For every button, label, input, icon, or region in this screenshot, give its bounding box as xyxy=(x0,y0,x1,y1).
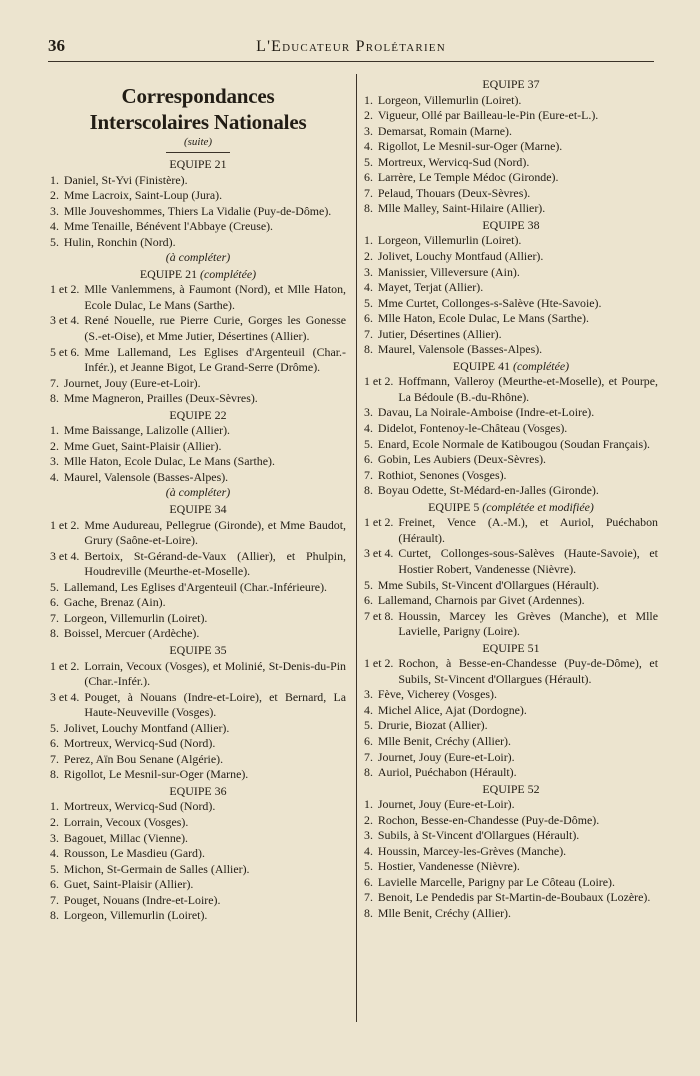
entry-number: 6. xyxy=(50,595,59,610)
entry-text: Didelot, Fontenoy-le-Château (Vosges). xyxy=(377,421,568,436)
list-item xyxy=(364,546,658,577)
entry-number: 5. xyxy=(364,295,373,310)
list-item xyxy=(50,736,346,752)
entry-text: Journet, Jouy (Eure-et-Loir). xyxy=(377,749,515,764)
entry-number: 1 et 2. xyxy=(50,658,80,673)
entry-number: 8. xyxy=(364,765,373,780)
entry-text: Mortreux, Wervicq-Sud (Nord). xyxy=(63,799,216,814)
list-item xyxy=(50,767,346,783)
list-item xyxy=(364,374,658,405)
entry-text: Subils, à St-Vincent d'Ollargues (Hérault). xyxy=(377,828,580,843)
list-item xyxy=(50,235,346,251)
entry-text: Mlle Haton, Ecole Dulac, Le Mans (Sarthe). xyxy=(63,454,275,469)
team-title xyxy=(50,643,346,659)
list-item xyxy=(50,611,346,627)
entry-number: 5. xyxy=(50,234,59,249)
list-item xyxy=(364,703,658,719)
entry-text: Lorgeon, Villemurlin (Loiret). xyxy=(377,92,522,107)
entry-number: 8. xyxy=(50,767,59,782)
team-section xyxy=(50,157,346,266)
entry-text: Rigollot, Le Mesnil-sur-Oger (Marne). xyxy=(377,139,563,154)
team-title xyxy=(364,641,658,657)
entry-text: Bertoix, St-Gérand-de-Vaux (Allier), et Phulpin, Houdreville (Meurthe-et-Moselle). xyxy=(84,548,346,579)
entry-text: Rochon, Besse-en-Chandesse (Puy-de-Dôme). xyxy=(377,812,600,827)
entry-number: 5. xyxy=(364,154,373,169)
entry-text: Bagouet, Millac (Vienne). xyxy=(63,830,189,845)
entry-text: Benoit, Le Pendedis par St-Martin-de-Boubaux (Lozère). xyxy=(377,890,651,905)
entry-text: Gobin, Les Aubiers (Deux-Sèvres). xyxy=(377,452,547,467)
entry-text: Mortreux, Wervicq-Sud (Nord). xyxy=(377,154,530,169)
list-item xyxy=(50,282,346,313)
team-section xyxy=(364,641,658,781)
entry-text: Michon, St-Germain de Salles (Allier). xyxy=(63,861,250,876)
team-title-text: EQUIPE 21 xyxy=(169,157,227,171)
entry-text: Hostier, Vandenesse (Nièvre). xyxy=(377,859,520,874)
entry-number: 8. xyxy=(50,908,59,923)
entry-number: 4. xyxy=(364,139,373,154)
entry-text: Rousson, Le Masdieu (Gard). xyxy=(63,846,205,861)
entry-text: Lorrain, Vecoux (Vosges), et Molinié, St-Denis-du-Pin (Char.-Infér.). xyxy=(84,658,346,689)
list-item xyxy=(364,609,658,640)
left-team-list xyxy=(50,157,346,924)
team-title-text: EQUIPE 5 xyxy=(428,499,480,514)
entry-number: 8. xyxy=(364,483,373,498)
entry-text: Lorgeon, Villemurlin (Loiret). xyxy=(377,233,522,248)
list-item xyxy=(50,313,346,344)
entry-number: 1. xyxy=(50,423,59,438)
entry-text: Mayet, Terjat (Allier). xyxy=(377,280,484,295)
entry-text: Hoffmann, Valleroy (Meurthe-et-Moselle), et Pourpe, La Bédoule (B.-du-Rhône). xyxy=(398,374,658,404)
entry-text: Manissier, Villeversure (Ain). xyxy=(377,264,520,279)
entry-number: 2. xyxy=(364,108,373,123)
entry-text: Mme Lallemand, Les Eglises d'Argenteuil (Char.-Infér.), et Jeanne Bigot, Le Grand-Serre (Drôme). xyxy=(84,344,346,375)
entry-number: 1. xyxy=(364,92,373,107)
entry-text: Mme Tenaille, Bénévent l'Abbaye (Creuse). xyxy=(63,219,274,234)
team-title xyxy=(364,359,658,375)
list-item xyxy=(364,875,658,891)
team-title-text: EQUIPE 37 xyxy=(482,77,540,91)
list-item xyxy=(364,483,658,499)
entry-text: Gache, Brenaz (Ain). xyxy=(63,595,166,610)
list-item xyxy=(364,734,658,750)
team-section xyxy=(50,408,346,501)
entry-number: 1 et 2. xyxy=(364,656,394,671)
entry-text: Houssin, Marcey-les-Grèves (Manche). xyxy=(377,843,567,858)
entry-number: 4. xyxy=(50,219,59,234)
list-item xyxy=(364,859,658,875)
list-item xyxy=(364,578,658,594)
list-item xyxy=(50,173,346,189)
entry-number: 6. xyxy=(50,877,59,892)
entry-number: 7. xyxy=(50,375,59,390)
list-item xyxy=(50,752,346,768)
list-item xyxy=(364,249,658,265)
entry-number: 1 et 2. xyxy=(364,374,394,389)
list-item xyxy=(364,906,658,922)
list-item xyxy=(50,815,346,831)
list-item xyxy=(364,828,658,844)
team-title-text: EQUIPE 21 xyxy=(139,266,198,281)
list-item xyxy=(50,391,346,407)
list-item xyxy=(50,659,346,690)
entry-text: Boyau Odette, St-Médard-en-Jalles (Gironde). xyxy=(377,483,599,498)
entry-number: 6. xyxy=(50,736,59,751)
entry-text: Pouget, à Nouans (Indre-et-Loire), et Bernard, La Haute-Neuveville (Vosges). xyxy=(84,689,346,720)
team-title xyxy=(50,502,346,518)
entry-text: Hulin, Ronchin (Nord). xyxy=(63,234,176,249)
entry-number: 8. xyxy=(50,626,59,641)
list-item xyxy=(364,797,658,813)
entry-number: 1 et 2. xyxy=(50,282,80,297)
team-title-text: EQUIPE 41 xyxy=(452,358,511,373)
list-item xyxy=(50,439,346,455)
entry-text: Journet, Jouy (Eure-et-Loir). xyxy=(377,797,515,812)
entry-text: Maurel, Valensole (Basses-Alpes). xyxy=(63,469,229,484)
list-item xyxy=(364,108,658,124)
list-item xyxy=(50,626,346,642)
entry-number: 2. xyxy=(364,249,373,264)
entry-number: 7. xyxy=(364,890,373,905)
team-title-text: EQUIPE 52 xyxy=(482,781,540,796)
entry-text: Pouget, Nouans (Indre-et-Loire). xyxy=(63,892,221,907)
list-item xyxy=(50,549,346,580)
list-item xyxy=(50,518,346,549)
list-item xyxy=(50,345,346,376)
entry-number: 5. xyxy=(364,859,373,874)
list-item xyxy=(364,437,658,453)
list-item xyxy=(50,908,346,924)
list-item xyxy=(364,765,658,781)
team-title-text: EQUIPE 34 xyxy=(169,502,227,517)
list-item xyxy=(364,280,658,296)
team-title xyxy=(50,408,346,424)
entry-text: Drurie, Biozat (Allier). xyxy=(377,718,488,733)
entry-text: Journet, Jouy (Eure-et-Loir). xyxy=(63,375,201,390)
entry-number: 4. xyxy=(50,469,59,484)
entry-number: 1 et 2. xyxy=(364,515,394,530)
article-title-line2: Interscolaires Nationales xyxy=(89,110,307,134)
team-note: (à compléter) xyxy=(165,250,231,265)
entry-text: Mortreux, Wervicq-Sud (Nord). xyxy=(63,736,216,751)
list-item xyxy=(364,813,658,829)
entry-text: Lavielle Marcelle, Parigny par Le Côteau (Loire). xyxy=(377,874,615,889)
list-item xyxy=(50,799,346,815)
list-item xyxy=(364,405,658,421)
team-section xyxy=(364,782,658,922)
entry-text: Mlle Malley, Saint-Hilaire (Allier). xyxy=(377,201,546,216)
entry-text: Rigollot, Le Mesnil-sur-Oger (Marne). xyxy=(63,767,249,782)
entry-number: 2. xyxy=(364,812,373,827)
entry-number: 4. xyxy=(364,280,373,295)
column-divider xyxy=(356,74,357,1022)
list-item xyxy=(364,327,658,343)
entry-text: Mlle Benit, Créchy (Allier). xyxy=(377,905,511,920)
entry-number: 7. xyxy=(364,749,373,764)
list-item xyxy=(364,468,658,484)
entry-number: 3. xyxy=(364,687,373,702)
entry-number: 6. xyxy=(364,311,373,326)
entry-text: Guet, Saint-Plaisir (Allier). xyxy=(63,877,194,892)
team-section xyxy=(50,267,346,407)
team-section xyxy=(364,218,658,358)
entry-text: Lorgeon, Villemurlin (Loiret). xyxy=(63,908,208,923)
entry-text: Boissel, Mercuer (Ardèche). xyxy=(63,626,200,641)
team-title xyxy=(50,267,346,283)
list-item xyxy=(50,219,346,235)
entry-number: 5. xyxy=(50,579,59,594)
entry-text: Freinet, Vence (A.-M.), et Auriol, Puéchabon (Hérault). xyxy=(398,515,658,545)
entry-number: 3. xyxy=(364,264,373,279)
entry-text: Davau, La Noirale-Amboise (Indre-et-Loire). xyxy=(377,405,595,420)
right-team-list xyxy=(364,77,658,922)
article-title-line1: Correspondances xyxy=(121,84,275,108)
team-title xyxy=(50,157,346,173)
entry-text: Mme Audureau, Pellegrue (Gironde), et Mme Baudot, Grury (Saône-et-Loire). xyxy=(84,517,346,548)
entry-number: 3 et 4. xyxy=(50,548,80,563)
list-item xyxy=(364,265,658,281)
journal-title: L'Educateur Prolétarien xyxy=(256,38,446,55)
entry-number: 1 et 2. xyxy=(50,517,80,532)
entry-text: Lallemand, Charnois par Givet (Ardennes). xyxy=(377,593,585,608)
team-title-text: EQUIPE 35 xyxy=(169,642,227,657)
entry-number: 8. xyxy=(364,201,373,216)
page-header xyxy=(48,34,654,60)
article-subtitle: (suite) xyxy=(183,136,213,148)
list-item xyxy=(50,862,346,878)
entry-number: 4. xyxy=(50,846,59,861)
list-item xyxy=(50,831,346,847)
list-item xyxy=(364,593,658,609)
entry-number: 5. xyxy=(50,861,59,876)
entry-text: Lorrain, Vecoux (Vosges). xyxy=(63,814,189,829)
team-section xyxy=(50,784,346,924)
list-item xyxy=(364,155,658,171)
team-section xyxy=(364,359,658,499)
entry-number: 8. xyxy=(364,905,373,920)
entry-number: 3. xyxy=(50,203,59,218)
list-item xyxy=(364,687,658,703)
entry-number: 4. xyxy=(364,421,373,436)
entry-number: 7. xyxy=(50,610,59,625)
team-title-note: (complétée et modifiée) xyxy=(482,499,594,514)
entry-number: 6. xyxy=(364,593,373,608)
entry-text: Larrère, Le Temple Médoc (Gironde). xyxy=(377,170,559,185)
entry-text: Perez, Aïn Bou Senane (Algérie). xyxy=(63,751,224,766)
entry-number: 8. xyxy=(50,391,59,406)
entry-number: 7. xyxy=(50,751,59,766)
entry-text: Mlle Jouveshommes, Thiers La Vidalie (Puy-de-Dôme). xyxy=(63,203,332,218)
team-title-text: EQUIPE 36 xyxy=(169,783,227,798)
list-item xyxy=(364,186,658,202)
entry-number: 4. xyxy=(364,843,373,858)
team-section xyxy=(364,77,658,217)
entry-number: 5 et 6. xyxy=(50,344,80,359)
team-section xyxy=(364,500,658,640)
entry-text: Fève, Vicherey (Vosges). xyxy=(377,687,497,702)
entry-text: Mme Guet, Saint-Plaisir (Allier). xyxy=(63,438,222,453)
entry-text: Vigueur, Ollé par Bailleau-le-Pin (Eure-et-L.). xyxy=(377,108,599,123)
entry-number: 1. xyxy=(50,172,59,187)
list-item xyxy=(50,470,346,486)
team-title-note: (complétée) xyxy=(200,266,257,281)
entry-text: Pelaud, Thouars (Deux-Sèvres). xyxy=(377,185,531,200)
entry-text: Demarsat, Romain (Marne). xyxy=(377,123,512,138)
list-item xyxy=(50,893,346,909)
list-item xyxy=(50,877,346,893)
entry-number: 7. xyxy=(364,185,373,200)
header-rule xyxy=(48,61,654,62)
list-item xyxy=(364,296,658,312)
list-item xyxy=(364,311,658,327)
list-item xyxy=(50,376,346,392)
entry-number: 3 et 4. xyxy=(50,313,80,328)
list-item xyxy=(364,233,658,249)
entry-number: 6. xyxy=(364,874,373,889)
list-item xyxy=(50,580,346,596)
team-title xyxy=(364,782,658,798)
list-item xyxy=(364,844,658,860)
entry-number: 3. xyxy=(50,830,59,845)
entry-text: Mme Curtet, Collonges-s-Salève (Hte-Savoie). xyxy=(377,295,602,310)
entry-number: 7. xyxy=(364,467,373,482)
entry-text: Mme Baissange, Lalizolle (Allier). xyxy=(63,423,231,438)
entry-text: Maurel, Valensole (Basses-Alpes). xyxy=(377,342,543,357)
entry-text: Curtet, Collonges-sous-Salèves (Haute-Savoie), et Hostier Robert, Vandenesse (Nièvre). xyxy=(398,546,658,576)
list-item xyxy=(364,750,658,766)
entry-number: 6. xyxy=(364,170,373,185)
list-item xyxy=(364,452,658,468)
entry-text: Mme Subils, St-Vincent d'Ollargues (Hérault). xyxy=(377,577,600,592)
team-title-text: EQUIPE 38 xyxy=(482,217,540,232)
entry-text: Houssin, Marcey les Grèves (Manche), et Mlle Lavielle, Parigny (Loire). xyxy=(398,608,658,639)
entry-text: Mlle Haton, Ecole Dulac, Le Mans (Sarthe). xyxy=(377,311,589,326)
entry-number: 1. xyxy=(50,799,59,814)
team-title xyxy=(364,218,658,234)
entry-number: 5. xyxy=(364,577,373,592)
left-column xyxy=(50,76,346,924)
entry-number: 2. xyxy=(50,188,59,203)
entry-text: Lorgeon, Villemurlin (Loiret). xyxy=(63,610,208,625)
list-item xyxy=(364,656,658,687)
team-section xyxy=(50,643,346,783)
entry-number: 3. xyxy=(364,828,373,843)
entry-number: 6. xyxy=(364,733,373,748)
entry-text: Rothiot, Senones (Vosges). xyxy=(377,467,507,482)
list-item xyxy=(50,690,346,721)
page-number: 36 xyxy=(48,36,65,55)
team-title xyxy=(364,77,658,93)
team-title-text: EQUIPE 22 xyxy=(169,407,227,422)
entry-text: Auriol, Puéchabon (Hérault). xyxy=(377,765,517,780)
team-title-note: (complétée) xyxy=(513,358,570,373)
entry-number: 1. xyxy=(364,797,373,812)
list-item xyxy=(364,170,658,186)
entry-text: Mme Magneron, Prailles (Deux-Sèvres). xyxy=(63,391,258,406)
entry-number: 1. xyxy=(364,233,373,248)
entry-text: Michel Alice, Ajat (Dordogne). xyxy=(377,702,527,717)
entry-text: Jutier, Désertines (Allier). xyxy=(377,326,502,341)
list-item xyxy=(50,721,346,737)
entry-number: 3 et 4. xyxy=(50,689,80,704)
entry-number: 3. xyxy=(364,405,373,420)
team-section xyxy=(50,502,346,642)
team-note: (à compléter) xyxy=(165,485,231,500)
entry-number: 4. xyxy=(364,702,373,717)
entry-number: 7. xyxy=(50,892,59,907)
list-item xyxy=(50,204,346,220)
entry-text: Jolivet, Louchy Montfaud (Allier). xyxy=(377,249,544,264)
entry-number: 7. xyxy=(364,326,373,341)
list-item xyxy=(50,595,346,611)
entry-number: 3. xyxy=(364,123,373,138)
article-title xyxy=(50,83,346,135)
entry-text: Mlle Benit, Créchy (Allier). xyxy=(377,733,511,748)
list-item xyxy=(364,421,658,437)
entry-number: 5. xyxy=(50,720,59,735)
list-item xyxy=(364,342,658,358)
entry-text: René Nouelle, rue Pierre Curie, Gorges les Gonesse (S.-et-Oise), et Mme Jutier, Désertines (Allier). xyxy=(84,313,346,344)
list-item xyxy=(364,890,658,906)
entry-number: 8. xyxy=(364,342,373,357)
team-title xyxy=(50,784,346,800)
entry-text: Daniel, St-Yvi (Finistère). xyxy=(63,172,188,187)
entry-text: Mlle Vanlemmens, à Faumont (Nord), et Mlle Haton, Ecole Dulac, Le Mans (Sarthe). xyxy=(84,282,346,312)
list-item xyxy=(364,139,658,155)
entry-number: 6. xyxy=(364,452,373,467)
entry-text: Mme Lacroix, Saint-Loup (Jura). xyxy=(63,188,223,203)
title-rule xyxy=(166,152,230,153)
entry-text: Lallemand, Les Eglises d'Argenteuil (Char.-Inférieure). xyxy=(63,579,328,594)
list-item xyxy=(364,124,658,140)
team-title xyxy=(364,500,658,516)
entry-number: 5. xyxy=(364,436,373,451)
list-item xyxy=(364,201,658,217)
list-item xyxy=(50,846,346,862)
list-item xyxy=(50,423,346,439)
list-item xyxy=(364,93,658,109)
entry-text: Jolivet, Louchy Montfand (Allier). xyxy=(63,720,230,735)
entry-text: Enard, Ecole Normale de Katibougou (Soudan Français). xyxy=(377,436,651,451)
list-item xyxy=(364,718,658,734)
right-column xyxy=(364,76,658,922)
entry-number: 3 et 4. xyxy=(364,546,394,561)
list-item xyxy=(50,188,346,204)
entry-number: 5. xyxy=(364,718,373,733)
entry-number: 2. xyxy=(50,814,59,829)
list-item xyxy=(50,454,346,470)
entry-number: 3. xyxy=(50,454,59,469)
list-item xyxy=(364,515,658,546)
entry-text: Rochon, à Besse-en-Chandesse (Puy-de-Dôme), et Subils, St-Vincent d'Ollargues (Hérault). xyxy=(398,656,658,686)
entry-number: 7 et 8. xyxy=(364,608,394,623)
entry-number: 2. xyxy=(50,438,59,453)
team-title-text: EQUIPE 51 xyxy=(482,640,540,655)
